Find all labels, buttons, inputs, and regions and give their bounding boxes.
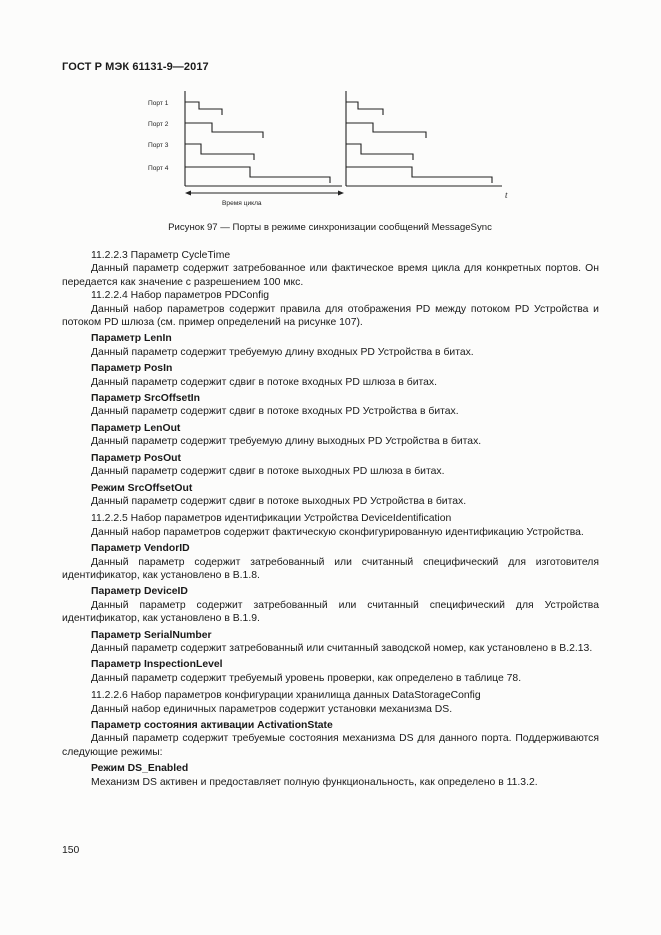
paragraph: 11.2.2.3 Параметр CycleTime (91, 250, 231, 261)
cycle-arrow-right-head (338, 191, 344, 196)
parameter-heading: Параметр LenIn (91, 333, 172, 345)
right-port4-trace (346, 167, 492, 183)
paragraph: Данный параметр содержит требуемый уровень проверки, как определено в таблице 78. (91, 672, 522, 684)
right-port2-trace (346, 123, 426, 138)
page-number: 150 (62, 845, 80, 856)
paragraph: Данный параметр содержит затребованное или фактическое время цикла для конкретных портов. Он передается как значение с разрешением 100 мкс. (62, 263, 599, 288)
right-port3-trace (346, 144, 413, 160)
paragraph: Данный параметр содержит затребованный или считанный заводской номер, как установлено в В.2.13. (91, 642, 593, 654)
parameter-heading: Параметр VendorID (91, 543, 190, 555)
parameter-heading: Режим DS_Enabled (91, 763, 189, 775)
parameter-heading: Параметр состояния активации ActivationState (91, 720, 333, 731)
left-port2-trace (185, 123, 263, 138)
parameter-heading: Параметр PosIn (91, 363, 173, 375)
parameter-heading: Режим SrcOffsetOut (91, 482, 193, 494)
parameter-heading: Параметр PosOut (91, 452, 181, 464)
paragraph: Данный параметр содержит затребованный или считанный специфический для изготовителя идентификатор, как установлено в В.1.8. (62, 556, 599, 581)
cycle-time-label: Время цикла (222, 200, 262, 207)
left-port1-trace (185, 102, 222, 115)
port-label-1: Порт 1 (148, 100, 169, 107)
document-header: ГОСТ Р МЭК 61131-9—2017 (62, 61, 209, 73)
time-axis-label: t (505, 190, 508, 200)
paragraph: Данный набор параметров содержит правила для отображения PD между потоком PD Устройства и потоком PD шлюза (см. пример определений на рисунке 107). (62, 303, 599, 329)
paragraph: Данный параметр содержит требуемую длину выходных PD Устройства в битах. (91, 436, 482, 448)
left-port4-trace (185, 167, 330, 183)
paragraph: Данный параметр содержит требуемые состояния механизма DS для данного порта. Поддерживаются следующие режимы: (62, 733, 599, 758)
paragraph: 11.2.2.5 Набор параметров идентификации Устройства DeviceIdentification (91, 513, 452, 525)
paragraph: Данный параметр содержит сдвиг в потоке входных PD Устройства в битах. (91, 406, 459, 418)
timing-diagram-svg (140, 88, 520, 213)
port-label-3: Порт 3 (148, 142, 169, 149)
parameter-heading: Параметр SerialNumber (91, 629, 212, 641)
figure-caption: Рисунок 97 — Порты в режиме синхронизации сообщений MessageSync (168, 222, 492, 233)
parameter-heading: Параметр DeviceID (91, 586, 188, 598)
paragraph: Данный параметр содержит сдвиг в потоке выходных PD шлюза в битах. (91, 466, 445, 478)
parameter-heading: Параметр LenOut (91, 422, 181, 434)
paragraph: Данный параметр содержит затребованный или считанный специфический для Устройства идентификатор, как установлено в В.1.9. (62, 599, 599, 625)
paragraph: 11.2.2.4 Набор параметров PDConfig (91, 290, 270, 302)
paragraph: Данный параметр содержит требуемую длину входных PD Устройства в битах. (91, 346, 474, 358)
paragraph: Данный набор единичных параметров содержит установки механизма DS. (91, 703, 453, 715)
port-label-2: Порт 2 (148, 121, 169, 128)
figure-timing-diagram (140, 88, 520, 213)
cycle-arrow-left-head (185, 191, 191, 196)
paragraph: 11.2.2.6 Набор параметров конфигурации хранилища данных DataStorageConfig (91, 690, 481, 702)
left-port3-trace (185, 144, 254, 160)
paragraph: Данный параметр содержит сдвиг в потоке входных PD шлюза в битах. (91, 376, 437, 388)
parameter-heading: Параметр InspectionLevel (91, 659, 223, 671)
port-label-4: Порт 4 (148, 165, 169, 172)
paragraph: Данный набор параметров содержит фактическую сконфигурированную идентификацию Устройства. (91, 526, 584, 538)
document-body (62, 249, 599, 789)
parameter-heading: Параметр SrcOffsetIn (91, 393, 201, 405)
right-port1-trace (346, 102, 383, 115)
paragraph: Механизм DS активен и предоставляет полную функциональность, как определено в 11.3.2. (91, 776, 538, 788)
paragraph: Данный параметр содержит сдвиг в потоке выходных PD Устройства в битах. (91, 495, 467, 507)
